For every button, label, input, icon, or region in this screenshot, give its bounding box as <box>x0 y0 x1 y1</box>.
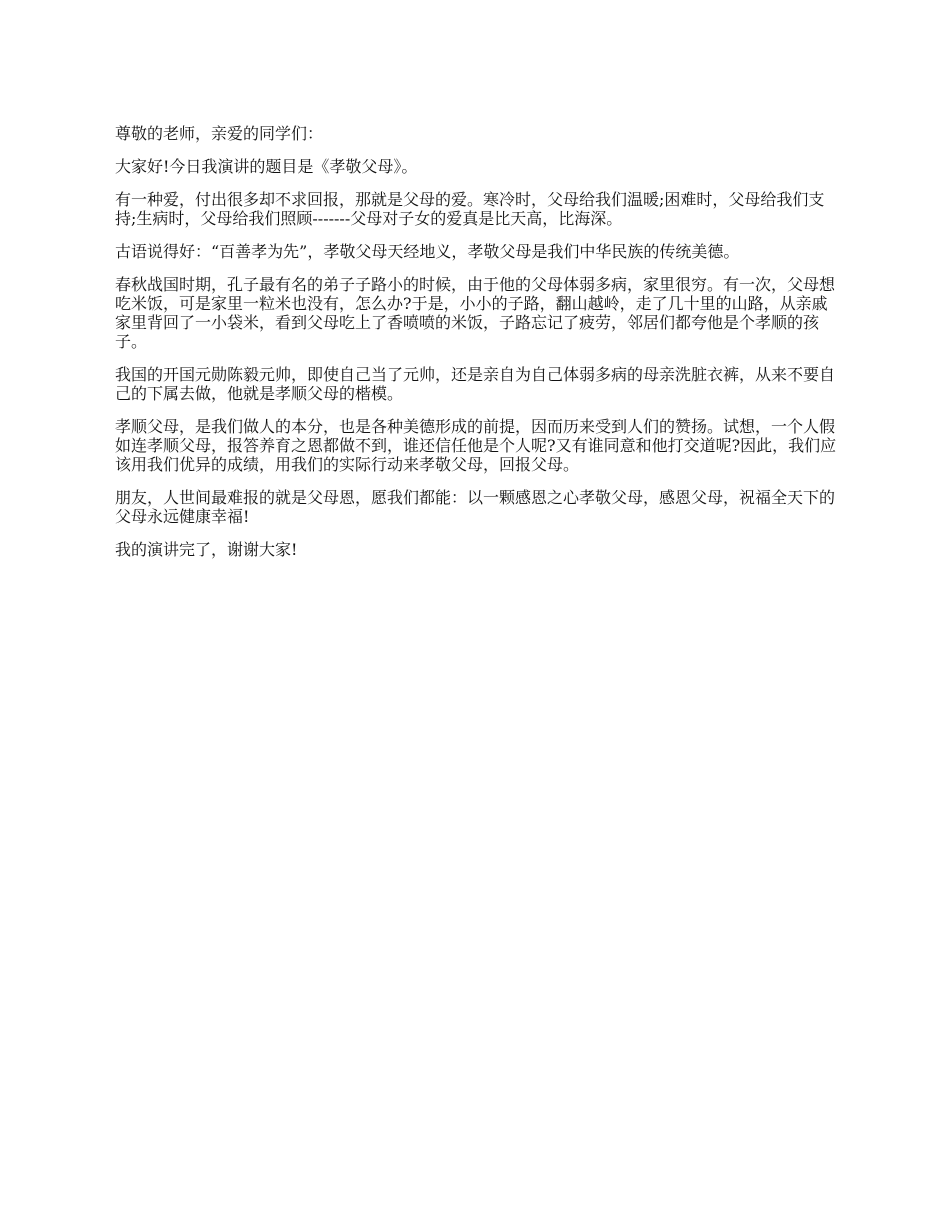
paragraph-proverb: 古语说得好：“百善孝为先”，孝敬父母天经地义，孝敬父母是我们中华民族的传统美德。 <box>115 242 740 261</box>
document-body <box>115 124 837 573</box>
paragraph-greeting: 大家好!今日我演讲的题目是《孝敬父母》。 <box>115 157 418 176</box>
paragraph-parental-love: 有一种爱，付出很多却不求回报，那就是父母的爱。寒冷时，父母给我们温暖;困难时，父母给我们支持;生病时，父母给我们照顾-------父母对子女的爱真是比天高，比海深。 <box>115 190 825 228</box>
paragraph-closing: 我的演讲完了，谢谢大家! <box>115 540 298 559</box>
paragraph-blessing: 朋友，人世间最难报的就是父母恩，愿我们都能：以一颗感恩之心孝敬父母，感恩父母，祝福全天下的父母永远健康幸福! <box>115 488 836 526</box>
paragraph-filial-duty: 孝顺父母，是我们做人的本分，也是各种美德形成的前提，因而历来受到人们的赞扬。试想，一个人假如连孝顺父母，报答养育之恩都做不到，谁还信任他是个人呢?又有谁同意和他打交道呢?因此，我们应该用我们优异的成绩，用我们的实际行动来孝敬父母，回报父母。 <box>115 417 837 474</box>
paragraph-zilu-story: 春秋战国时期，孔子最有名的弟子子路小的时候，由于他的父母体弱多病，家里很穷。有一次，父母想吃米饭，可是家里一粒米也没有，怎么办?于是，小小的子路，翻山越岭，走了几十里的山路，从亲戚家里背回了一小袋米，看到父母吃上了香喷喷的米饭，子路忘记了疲劳，邻居们都夸他是个孝顺的孩子。 <box>115 275 836 351</box>
paragraph-chen-yi: 我国的开国元勋陈毅元帅，即使自己当了元帅，还是亲自为自己体弱多病的母亲洗脏衣裤，从来不要自己的下属去做，他就是孝顺父母的楷模。 <box>115 365 836 403</box>
paragraph-salutation: 尊敬的老师，亲爱的同学们： <box>115 124 324 143</box>
